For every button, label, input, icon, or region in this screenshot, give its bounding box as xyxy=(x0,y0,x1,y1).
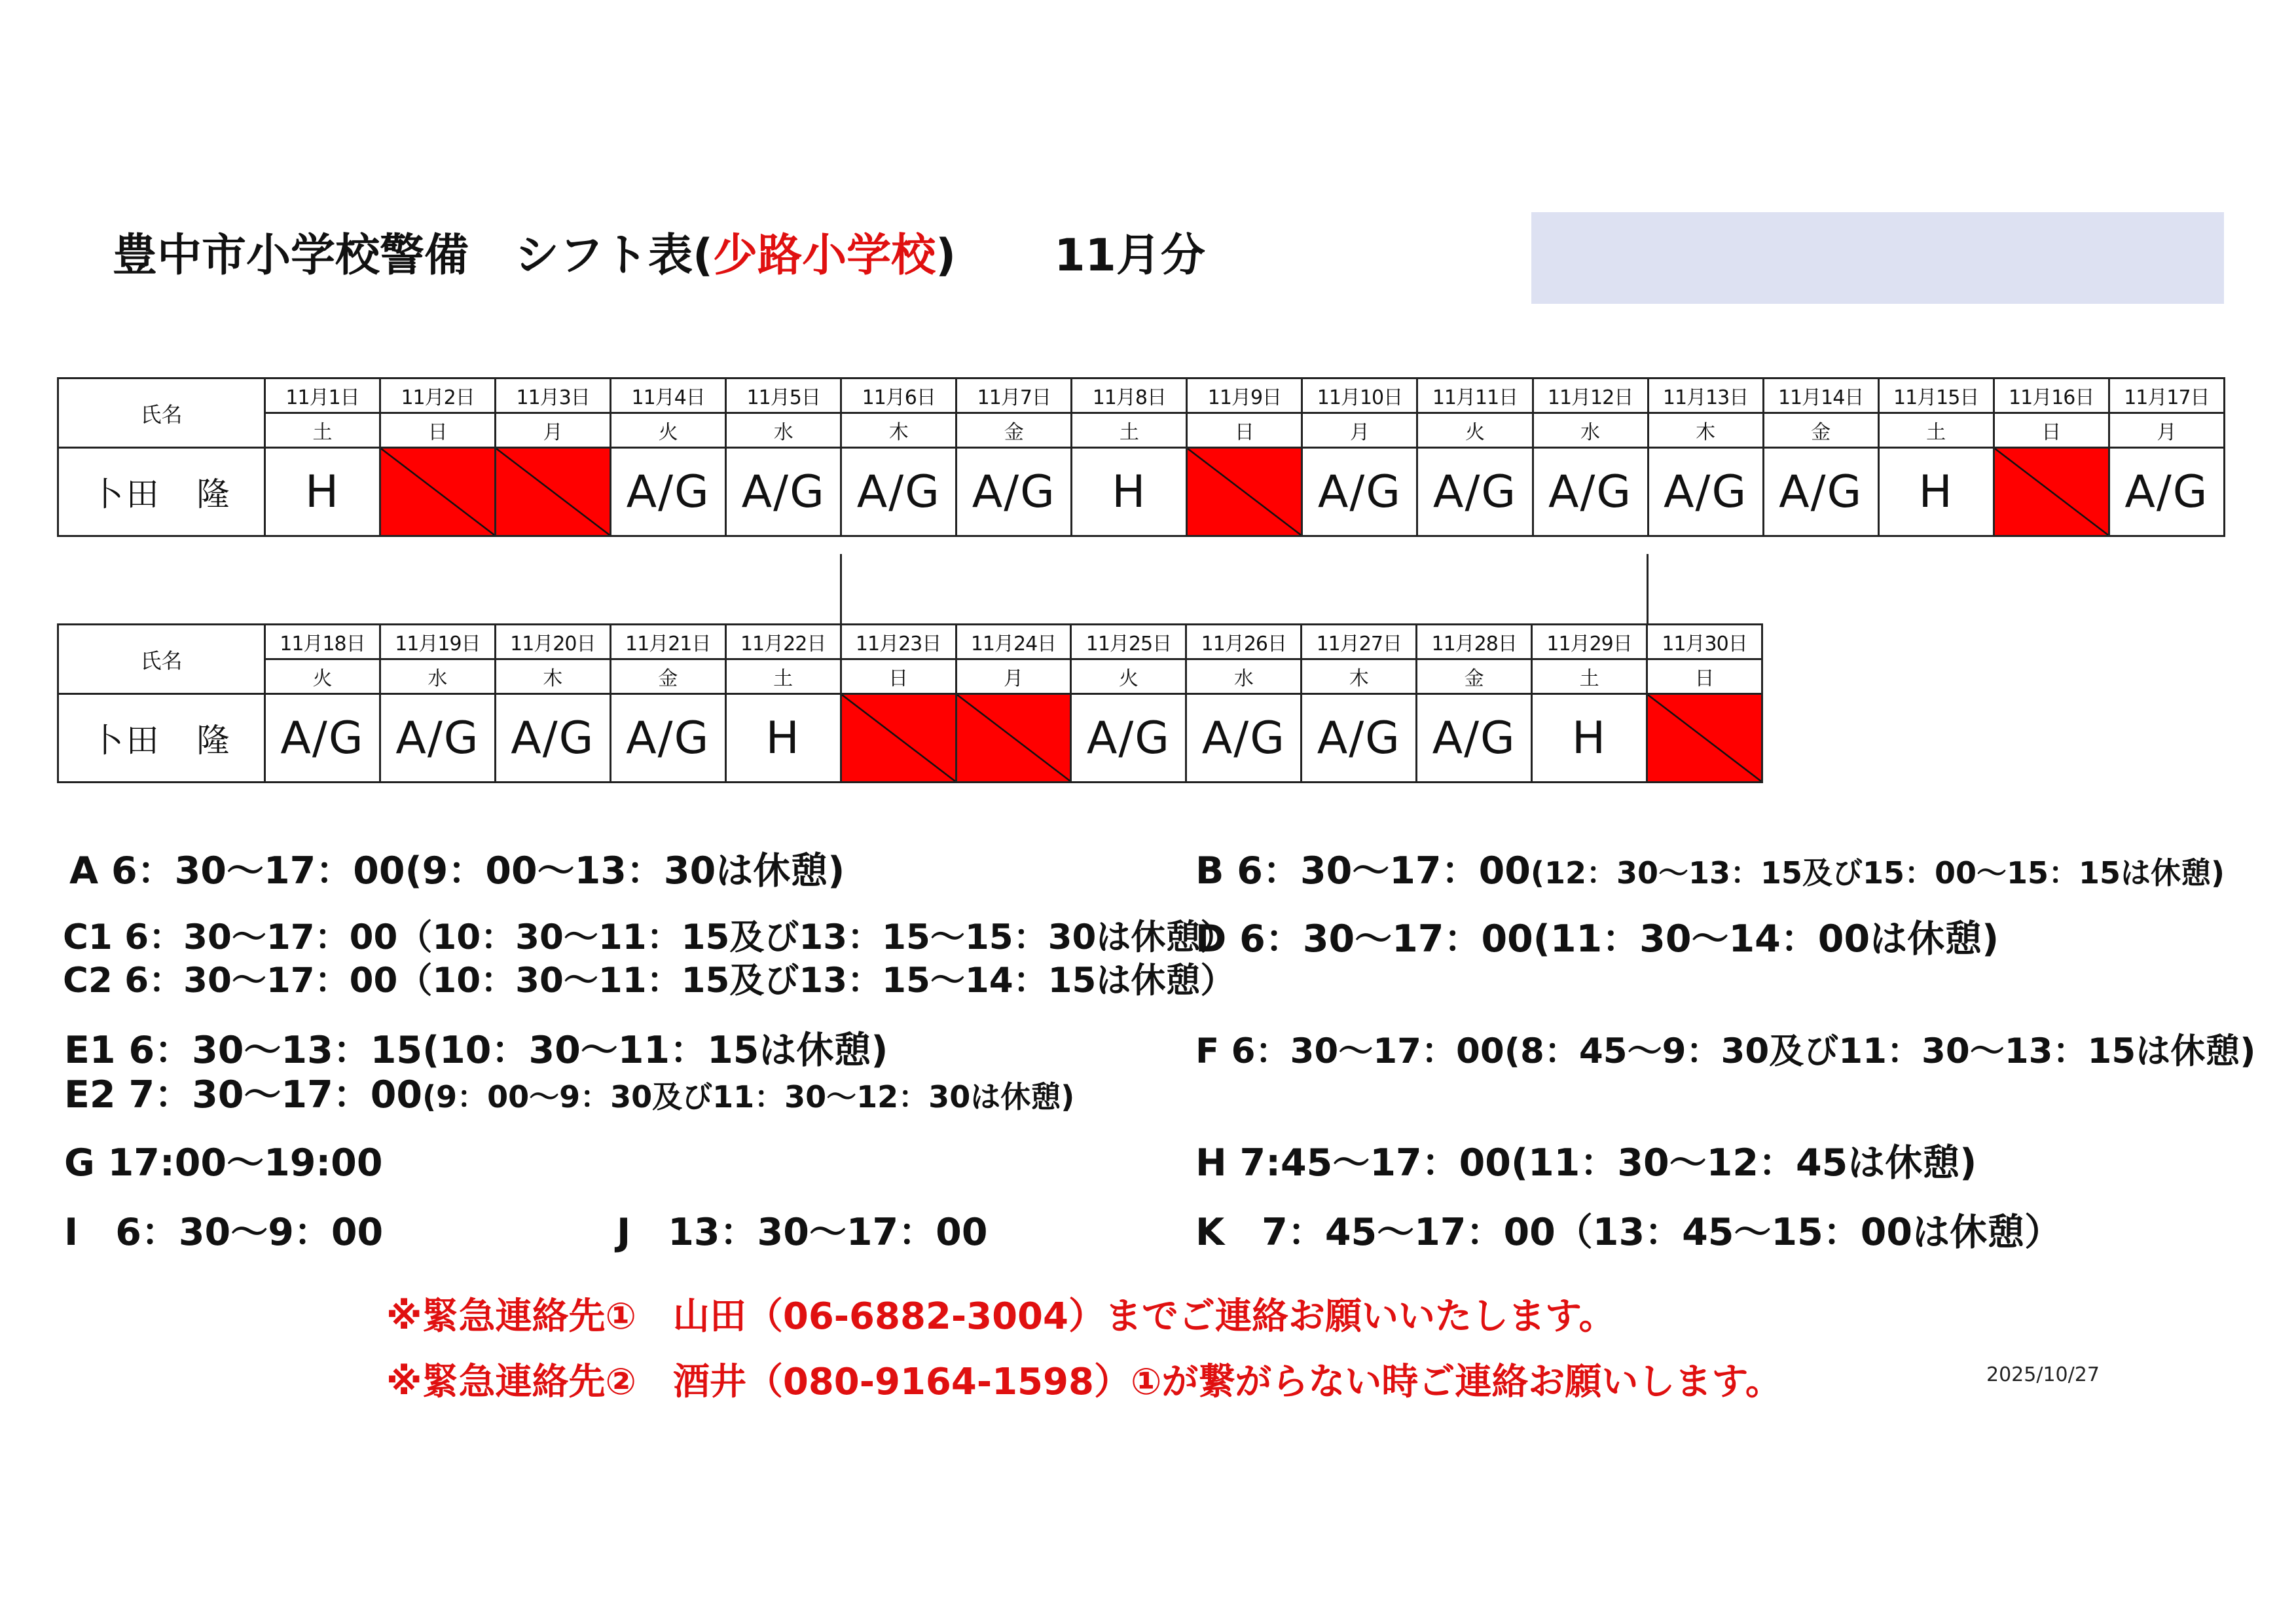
weekday-cell: 日 xyxy=(380,413,496,448)
legend-k: K 7：45～17：00（13：45～15：00は休憩） xyxy=(1195,1211,2062,1254)
day-off-cell xyxy=(380,448,496,536)
weekday-cell: 金 xyxy=(610,659,725,694)
page-title xyxy=(113,220,1205,292)
legend-c1: C1 6：30～17：00（10：30～11：15及び13：15～15：30は休憩） xyxy=(63,917,1235,957)
header-box xyxy=(1531,212,2224,304)
date-cell: 11月3日 xyxy=(496,378,611,413)
legend-h: H 7:45～17：00(11：30～12：45は休憩) xyxy=(1195,1141,1977,1185)
day-off-slash xyxy=(1648,695,1761,781)
legend-b-note: (12：30～13：15及び15：00～15：15は休憩) xyxy=(1530,855,2225,891)
date-row xyxy=(58,378,2225,413)
date-cell: 11月12日 xyxy=(1533,378,1648,413)
shift-cell: A/G xyxy=(1186,694,1302,783)
title-shift: シフト表( xyxy=(515,230,714,282)
shift-cell: A/G xyxy=(265,694,380,783)
date-cell: 11月8日 xyxy=(1072,378,1187,413)
legend-c2: C2 6：30～17：00（10：30～11：15及び13：15～14：15は休憩） xyxy=(63,961,1235,1001)
weekday-cell: 金 xyxy=(1417,659,1532,694)
day-off-slash xyxy=(496,449,610,535)
weekday-cell: 土 xyxy=(725,659,841,694)
date-cell: 11月6日 xyxy=(841,378,957,413)
date-cell: 11月28日 xyxy=(1417,625,1532,659)
date-cell: 11月29日 xyxy=(1532,625,1647,659)
emergency-contact-1: ※緊急連絡先① 山田（06-6882-3004）までご連絡お願いいたします。 xyxy=(386,1295,1616,1338)
date-cell: 11月21日 xyxy=(610,625,725,659)
day-off-cell xyxy=(1187,448,1302,536)
shift-cell: H xyxy=(1072,448,1187,536)
weekday-cell: 日 xyxy=(1187,413,1302,448)
weekday-cell: 火 xyxy=(611,413,726,448)
date-cell: 11月17日 xyxy=(2109,378,2224,413)
date-cell: 11月25日 xyxy=(1071,625,1186,659)
title-close: ) xyxy=(936,230,957,282)
shift-row xyxy=(58,448,2225,536)
legend-b xyxy=(1195,850,2225,893)
legend-d: D 6：30～17：00(11：30～14：00は休憩) xyxy=(1195,917,1999,961)
weekday-cell: 火 xyxy=(1071,659,1186,694)
legend-e2 xyxy=(64,1074,1074,1117)
date-cell: 11月15日 xyxy=(1878,378,1994,413)
title-school: 少路小学校 xyxy=(713,230,936,282)
day-off-cell xyxy=(956,694,1071,783)
title-main: 豊中市小学校警備 xyxy=(113,230,469,282)
weekday-cell: 水 xyxy=(1533,413,1648,448)
weekday-cell: 土 xyxy=(1532,659,1647,694)
legend-e1: E1 6：30～13：15(10：30～11：15は休憩) xyxy=(64,1029,888,1072)
shift-cell: A/G xyxy=(1533,448,1648,536)
shift-cell: A/G xyxy=(495,694,610,783)
date-cell: 11月22日 xyxy=(725,625,841,659)
weekday-cell: 土 xyxy=(1878,413,1994,448)
divider-line xyxy=(840,554,842,625)
shift-cell: H xyxy=(265,448,380,536)
weekday-cell: 月 xyxy=(2109,413,2224,448)
shift-cell: A/G xyxy=(611,448,726,536)
weekday-cell: 土 xyxy=(1072,413,1187,448)
shift-cell: A/G xyxy=(726,448,841,536)
legend-i: I 6：30～9：00 xyxy=(64,1211,384,1254)
date-cell: 11月11日 xyxy=(1417,378,1533,413)
weekday-cell: 木 xyxy=(495,659,610,694)
date-cell: 11月4日 xyxy=(611,378,726,413)
legend-e2-main: E2 7：30～17：00 xyxy=(64,1073,423,1116)
shift-cell: A/G xyxy=(380,694,495,783)
shift-cell: A/G xyxy=(1302,694,1417,783)
legend-j: J 13：30～17：00 xyxy=(617,1211,988,1254)
day-off-cell xyxy=(841,694,956,783)
weekday-cell: 日 xyxy=(1994,413,2109,448)
emergency-contact-2: ※緊急連絡先② 酒井（080-9164-1598）①が繋がらない時ご連絡お願いします。 xyxy=(386,1361,1782,1403)
date-cell: 11月18日 xyxy=(265,625,380,659)
shift-cell: A/G xyxy=(841,448,957,536)
day-off-slash xyxy=(842,695,955,781)
weekday-cell: 月 xyxy=(956,659,1071,694)
divider-line xyxy=(1647,554,1649,625)
day-off-cell xyxy=(1647,694,1762,783)
date-cell: 11月13日 xyxy=(1648,378,1763,413)
date-cell: 11月19日 xyxy=(380,625,495,659)
shift-cell: A/G xyxy=(610,694,725,783)
date-row xyxy=(58,625,1762,659)
date-cell: 11月10日 xyxy=(1302,378,1417,413)
date-cell: 11月23日 xyxy=(841,625,956,659)
person-name: 卜田 隆 xyxy=(58,448,265,536)
weekday-cell: 土 xyxy=(265,413,380,448)
person-name: 卜田 隆 xyxy=(58,694,265,783)
date-cell: 11月5日 xyxy=(726,378,841,413)
legend-b-main: B 6：30～17：00 xyxy=(1195,849,1531,893)
name-header: 氏名 xyxy=(58,378,265,448)
weekday-cell: 金 xyxy=(957,413,1072,448)
date-cell: 11月2日 xyxy=(380,378,496,413)
weekday-cell: 木 xyxy=(1302,659,1417,694)
weekday-cell: 木 xyxy=(1648,413,1763,448)
weekday-cell: 火 xyxy=(265,659,380,694)
day-off-slash xyxy=(1995,449,2108,535)
legend-f: F 6：30～17：00(8：45～9：30及び11：30～13：15は休憩) xyxy=(1195,1031,2256,1071)
title-month: 11月分 xyxy=(1054,230,1205,282)
legend-a: A 6：30～17：00(9：00～13：30は休憩) xyxy=(69,849,845,893)
weekday-row xyxy=(58,659,1762,694)
weekday-cell: 月 xyxy=(1302,413,1417,448)
shift-cell: A/G xyxy=(2109,448,2224,536)
shift-cell: H xyxy=(1532,694,1647,783)
shift-cell: A/G xyxy=(1417,448,1533,536)
legend-g: G 17:00～19:00 xyxy=(64,1141,383,1185)
day-off-cell xyxy=(1994,448,2109,536)
weekday-cell: 金 xyxy=(1763,413,1878,448)
weekday-cell: 水 xyxy=(726,413,841,448)
shift-cell: A/G xyxy=(1763,448,1878,536)
date-cell: 11月24日 xyxy=(956,625,1071,659)
shift-cell: A/G xyxy=(1302,448,1417,536)
shift-table-1 xyxy=(57,377,2225,537)
shift-cell: A/G xyxy=(1648,448,1763,536)
shift-cell: H xyxy=(1878,448,1994,536)
weekday-cell: 日 xyxy=(841,659,956,694)
issue-date: 2025/10/27 xyxy=(1986,1363,2100,1386)
shift-table-2 xyxy=(57,623,1763,783)
date-cell: 11月20日 xyxy=(495,625,610,659)
legend-e2-note: (9：00～9：30及び11：30～12：30は休憩) xyxy=(422,1079,1075,1115)
shift-cell: A/G xyxy=(957,448,1072,536)
day-off-slash xyxy=(381,449,494,535)
name-header: 氏名 xyxy=(58,625,265,694)
shift-cell: H xyxy=(725,694,841,783)
date-cell: 11月16日 xyxy=(1994,378,2109,413)
shift-row xyxy=(58,694,1762,783)
date-cell: 11月26日 xyxy=(1186,625,1302,659)
weekday-cell: 木 xyxy=(841,413,957,448)
weekday-cell: 日 xyxy=(1647,659,1762,694)
day-off-cell xyxy=(496,448,611,536)
shift-cell: A/G xyxy=(1071,694,1186,783)
date-cell: 11月7日 xyxy=(957,378,1072,413)
date-cell: 11月14日 xyxy=(1763,378,1878,413)
day-off-slash xyxy=(1188,449,1301,535)
weekday-cell: 水 xyxy=(1186,659,1302,694)
weekday-row xyxy=(58,413,2225,448)
weekday-cell: 火 xyxy=(1417,413,1533,448)
date-cell: 11月30日 xyxy=(1647,625,1762,659)
date-cell: 11月27日 xyxy=(1302,625,1417,659)
date-cell: 11月1日 xyxy=(265,378,380,413)
date-cell: 11月9日 xyxy=(1187,378,1302,413)
weekday-cell: 月 xyxy=(496,413,611,448)
weekday-cell: 水 xyxy=(380,659,495,694)
shift-cell: A/G xyxy=(1417,694,1532,783)
day-off-slash xyxy=(957,695,1070,781)
